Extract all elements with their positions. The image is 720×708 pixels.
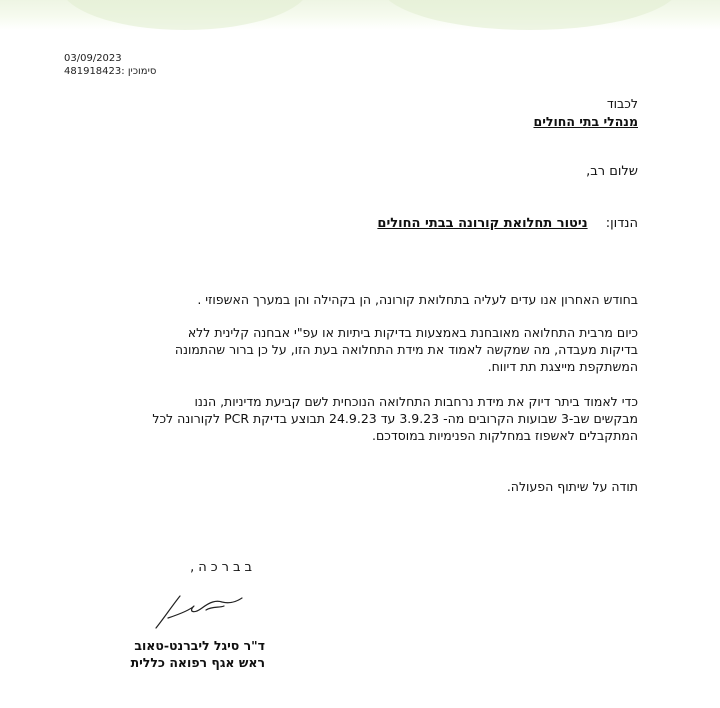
paragraph-line: בדיקות מעבדה, מה שמקשה לאמוד את מידת התחלואה בעת הזו, על כן ברור שהתמונה bbox=[174, 342, 638, 357]
paragraph-line: כדי לאמוד ביתר דיוק את מידת נרחבות התחלואה הנוכחית לשם קביעת מדיניות, הננו bbox=[194, 394, 638, 409]
subject-text: ניטור תחלואת קורונה בבתי החולים bbox=[377, 216, 588, 231]
subject-label: הנדון: bbox=[605, 216, 638, 231]
letterhead-wave-left bbox=[60, 0, 310, 30]
paragraph-line: תודה על שיתוף הפעולה. bbox=[506, 479, 638, 494]
letterhead-band bbox=[0, 0, 720, 30]
paragraph-line: כיום מרבית התחלואה מאובחנת באמצעות בדיקות ביתיות או עפ"י אבחנה קלינית ללא bbox=[187, 325, 638, 340]
paragraph-line: המשתקפת מייצגת תת דיווח. bbox=[487, 359, 638, 374]
signature-image bbox=[150, 588, 250, 633]
document-date: 03/09/2023 bbox=[64, 53, 122, 64]
subject-line bbox=[377, 216, 638, 231]
signer-title: ראש אגף רפואה כללית bbox=[130, 655, 265, 670]
paragraph-1 bbox=[197, 291, 638, 308]
paragraph-4 bbox=[507, 478, 638, 495]
closing: בברכה, bbox=[190, 560, 256, 575]
document-reference: 481918423: סימוכין bbox=[64, 66, 157, 77]
signer-name: ד"ר סיגל ליברנט-טאוב bbox=[134, 638, 265, 653]
letterhead-wave-right bbox=[380, 0, 680, 30]
addressee-prefix: לכבוד bbox=[606, 96, 638, 111]
paragraph-3 bbox=[152, 393, 638, 444]
greeting: שלום רב, bbox=[586, 164, 638, 179]
paragraph-line: מבקשים שב-3 שבועות הקרובים מה- 3.9.23 עד 24.9.23 תבוצע בדיקת PCR לקורונה לכל bbox=[152, 411, 638, 426]
paragraph-2 bbox=[175, 324, 638, 375]
paragraph-line: המתקבלים לאשפוז במחלקות הפנימיות במוסדכם. bbox=[371, 428, 638, 443]
addressee: מנהלי בתי החולים bbox=[533, 114, 638, 129]
paragraph-line: בחודש האחרון אנו עדים לעליה בתחלואת קורונה, הן בקהילה והן במערך האשפוזי . bbox=[197, 292, 638, 307]
